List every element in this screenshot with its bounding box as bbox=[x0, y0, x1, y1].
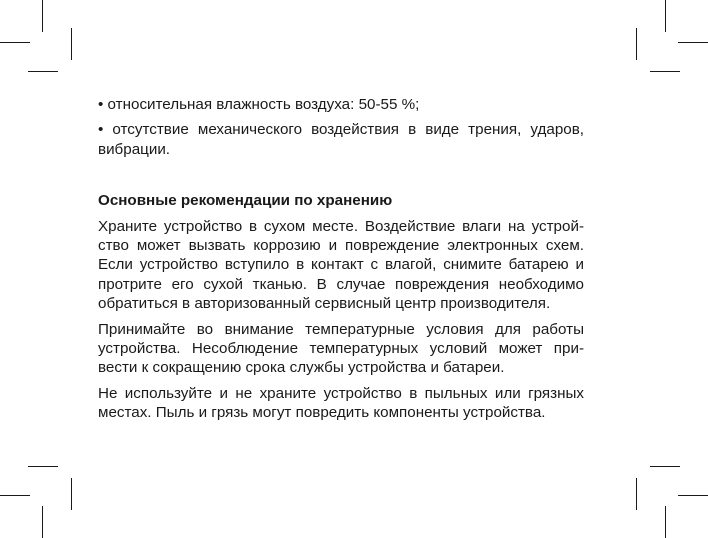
crop-mark bbox=[28, 71, 58, 72]
paragraph: Храните устройство в сухом месте. Воздействие влаги на устрой-ство может вызвать коррозию и повреждение электронных схем. Если устройство вступило в контакт с влагой, снимите батарею и протрите его сухой тканью. В случае повреждения необходимо обратиться в авторизованный сервисный центр производителя. bbox=[98, 217, 584, 313]
crop-mark bbox=[636, 28, 637, 60]
crop-mark bbox=[42, 0, 43, 32]
paragraph: Принимайте во внимание температурные условия для работы устройства. Несоблюдение температурных условий может при-вести к сокращению срока службы устройства и батареи. bbox=[98, 320, 584, 377]
crop-mark bbox=[636, 478, 637, 510]
crop-mark bbox=[650, 71, 680, 72]
crop-mark bbox=[28, 466, 58, 467]
document-body bbox=[98, 95, 584, 429]
bullet-item: • относительная влажность воздуха: 50-55 %; bbox=[98, 96, 420, 113]
paragraph: Не используйте и не храните устройство в пыльных или грязных местах. Пыль и грязь могут повредить компоненты устройства. bbox=[98, 384, 584, 422]
crop-mark bbox=[42, 506, 43, 538]
crop-mark bbox=[665, 0, 666, 32]
crop-mark bbox=[0, 495, 30, 496]
crop-mark bbox=[665, 506, 666, 538]
crop-mark bbox=[71, 478, 72, 510]
crop-mark bbox=[0, 42, 30, 43]
crop-mark bbox=[71, 28, 72, 60]
crop-mark bbox=[650, 466, 680, 467]
bullet-item: • отсутствие механического воздействия в виде трения, ударов, вибрации. bbox=[98, 121, 584, 158]
section-heading: Основные рекомендации по хранению bbox=[98, 192, 393, 210]
crop-mark bbox=[678, 495, 708, 496]
crop-mark bbox=[678, 42, 708, 43]
